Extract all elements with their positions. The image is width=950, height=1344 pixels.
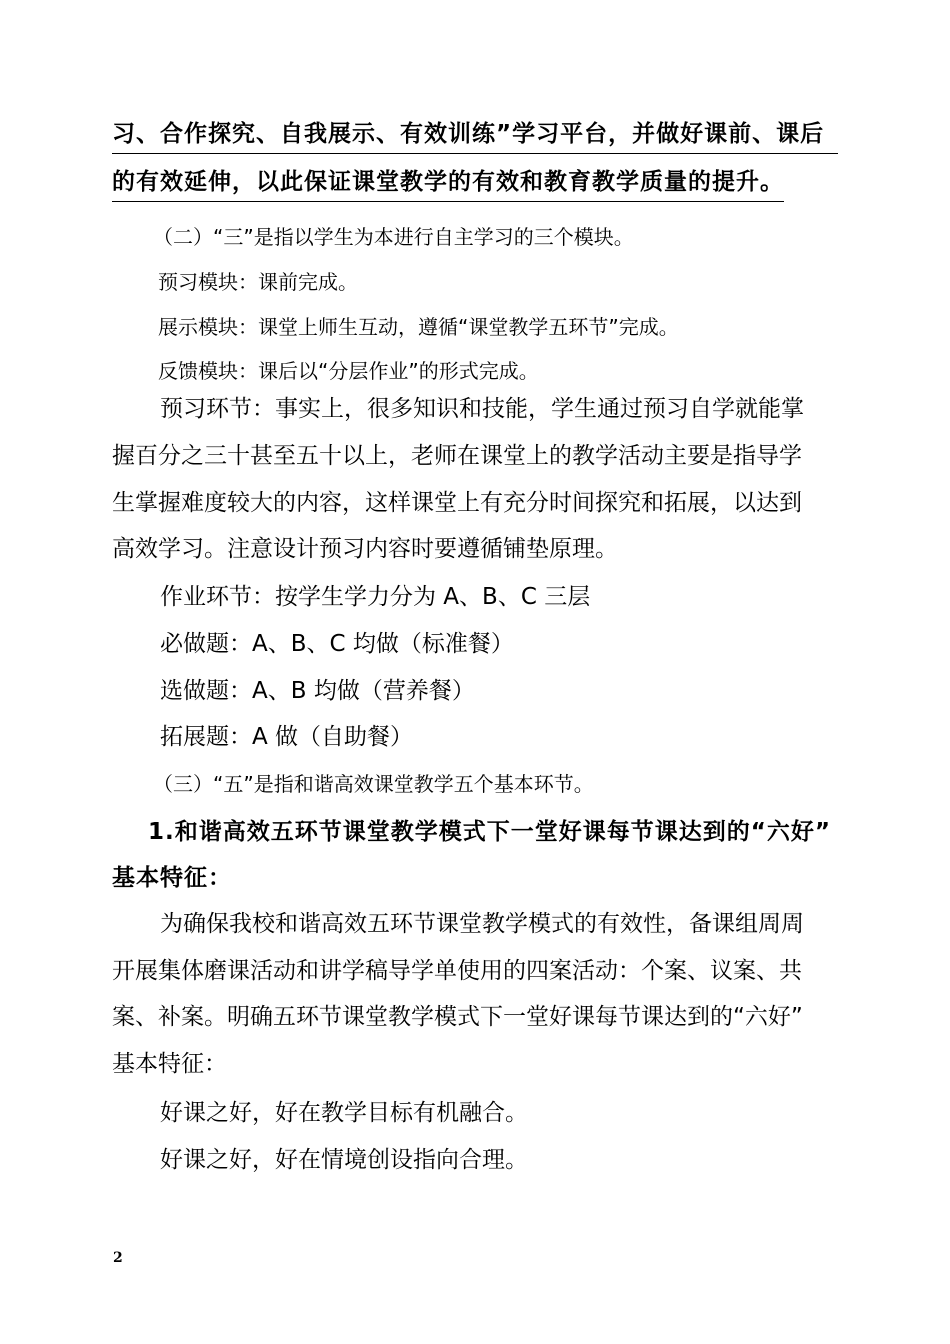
body-para-line-4: 基本特征：: [112, 1051, 227, 1077]
preview-para-line-2: 握百分之三十甚至五十以上，老师在课堂上的教学活动主要是指导学: [112, 443, 802, 469]
header-line-1: 习、合作探究、自我展示、有效训练”学习平台，并做好课前、课后: [112, 121, 825, 147]
module-item-preview: 预习模块：课前完成。: [158, 270, 358, 294]
underline-1: [112, 153, 838, 154]
good-lesson-line-2: 好课之好，好在情境创设指向合理。: [160, 1147, 528, 1173]
homework-line-4: 拓展题：A 做（自助餐）: [160, 724, 414, 750]
body-para-line-1: 为确保我校和谐高效五环节课堂教学模式的有效性，备课组周周: [160, 911, 804, 937]
module-item-display: 展示模块：课堂上师生互动，遵循“课堂教学五环节”完成。: [158, 315, 679, 339]
preview-para-line-4: 高效学习。注意设计预习内容时要遵循铺垫原理。: [112, 536, 618, 562]
module-item-feedback: 反馈模块：课后以“分层作业”的形式完成。: [158, 359, 539, 383]
underline-2: [112, 201, 784, 202]
header-line-2: 的有效延伸，以此保证课堂教学的有效和教育教学质量的提升。: [112, 169, 784, 195]
body-para-line-2: 开展集体磨课活动和讲学稿导学单使用的四案活动：个案、议案、共: [112, 958, 802, 984]
preview-para-line-3: 生掌握难度较大的内容，这样课堂上有充分时间探究和拓展，以达到: [112, 490, 802, 516]
preview-para-line-1: 预习环节：事实上，很多知识和技能，学生通过预习自学就能掌: [160, 396, 804, 422]
subheading-line-1: 1.和谐高效五环节课堂教学模式下一堂好课每节课达到的“六好”: [148, 819, 831, 845]
body-para-line-3: 案、补案。明确五环节课堂教学模式下一堂好课每节课达到的“六好”: [112, 1004, 803, 1030]
good-lesson-line-1: 好课之好，好在教学目标有机融合。: [160, 1100, 528, 1126]
section2-heading: （二）“三”是指以学生为本进行自主学习的三个模块。: [153, 225, 634, 249]
subheading-line-2: 基本特征：: [112, 865, 232, 891]
homework-line-1: 作业环节：按学生学力分为 A、B、C 三层: [160, 584, 591, 610]
section3-heading: （三）“五”是指和谐高效课堂教学五个基本环节。: [153, 772, 594, 796]
homework-line-3: 选做题：A、B 均做（营养餐）: [160, 678, 475, 704]
homework-line-2: 必做题：A、B、C 均做（标准餐）: [160, 631, 514, 657]
page-number: 2: [113, 1250, 123, 1266]
